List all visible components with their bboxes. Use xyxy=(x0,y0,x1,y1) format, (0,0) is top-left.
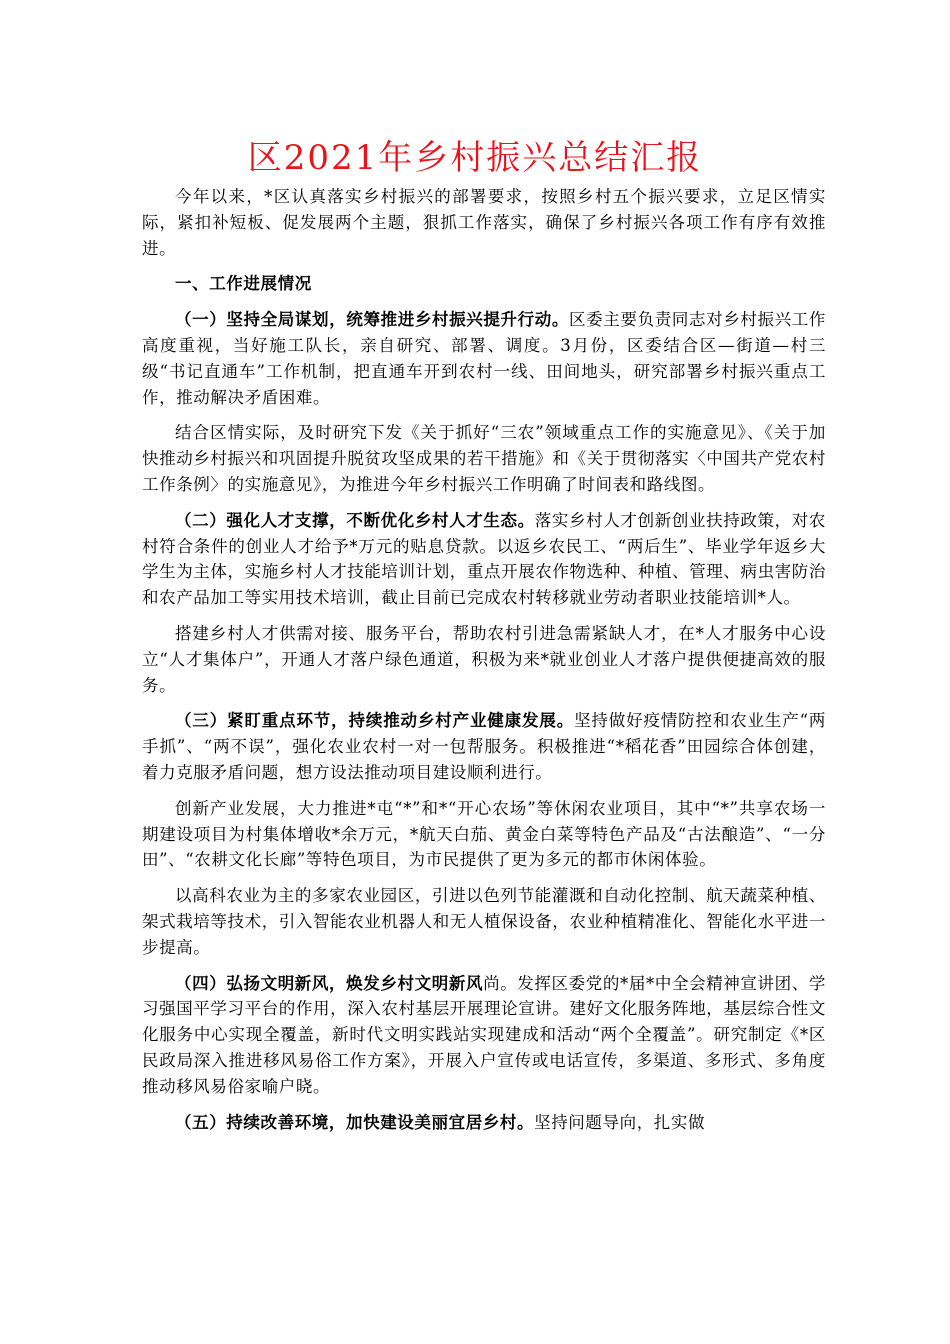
document-body xyxy=(142,184,826,1145)
paragraph-6 xyxy=(142,796,826,873)
paragraph-5 xyxy=(142,708,826,785)
paragraph-7 xyxy=(142,883,826,960)
paragraph-lead: （四）弘扬文明新风，焕发乡村文明新风 xyxy=(175,973,484,993)
paragraph-lead: （三）紧盯重点环节，持续推动乡村产业健康发展。 xyxy=(175,711,575,731)
paragraph-lead: （二）强化人才支撑，不断优化乡村人才生态。 xyxy=(175,510,535,530)
paragraph-text: 结合区情实际，及时研究下发《关于抓好“三农”领域重点工作的实施意见》、《关于加快推动乡村振兴和巩固提升脱贫攻坚成果的若干措施》和《关于贯彻落实〈中国共产党农村工作条例〉的实施意见》，为推进今年乡村振兴工作明确了时间表和路线图。 xyxy=(142,423,826,494)
paragraph-text: 以高科农业为主的多家农业园区，引进以色列节能灌溉和自动化控制、航天蔬菜种植、架式栽培等技术，引入智能农业机器人和无人植保设备，农业种植精准化、智能化水平进一步提高。 xyxy=(142,886,826,957)
paragraph-1 xyxy=(142,307,826,410)
intro-paragraph: 今年以来，*区认真落实乡村振兴的部署要求，按照乡村五个振兴要求，立足区情实际，紧扣补短板、促发展两个主题，狠抓工作落实，确保了乡村振兴各项工作有序有效推进。 xyxy=(142,187,826,258)
paragraph-text: 创新产业发展，大力推进*屯“*”和*“开心农场”等休闲农业项目，其中“*”共享农场一期建设项目为村集体增收*余万元，*航天白茄、黄金白菜等特色产品及“古法酿造”、“一分田”、“农耕文化长廊”等特色项目，为市民提供了更为多元的都市休闲体验。 xyxy=(142,798,826,870)
paragraph-9 xyxy=(142,1110,826,1136)
section-heading: 一、工作进展情况 xyxy=(175,274,312,294)
paragraph-text: 落实乡村人才创新创业扶持政策，对农村符合条件的创业人才给予*万元的贴息贷款。以返乡农民工、“两后生”、毕业学年返乡大学生为主体，实施乡村人才技能培训计划，重点开展农作物选种、种植、管理、病虫害防治和农产品加工等实用技术培训，截止目前已完成农村转移就业劳动者职业技能培训*人。 xyxy=(142,510,826,608)
paragraph-text: 尚。发挥区委党的*届*中全会精神宣讲团、学习强国平学习平台的作用，深入农村基层开展理论宣讲。建好文化服务阵地，基层综合性文化服务中心实现全覆盖，新时代文明实践站实现建成和活动“两个全覆盖”。研究制定《*区民政局深入推进移风易俗工作方案》，开展入户宣传或电话宣传，多渠道、多形式、多角度推动移风易俗家喻户晓。 xyxy=(142,973,826,1096)
paragraph-text: 坚持做好疫情防控和农业生产“两手抓”、“两不误”，强化农业农村一对一包帮服务。积极推进“*稻花香”田园综合体创建，着力克服矛盾问题，想方设法推动项目建设顺利进行。 xyxy=(142,711,826,782)
paragraph-lead: （一）坚持全局谋划，统筹推进乡村振兴提升行动。 xyxy=(175,310,570,330)
paragraph-text: 坚持问题导向，扎实做 xyxy=(534,1112,706,1132)
paragraph-8 xyxy=(142,971,826,1100)
paragraph-lead: （五）持续改善环境，加快建设美丽宜居乡村。 xyxy=(175,1112,535,1132)
paragraph-4 xyxy=(142,621,826,698)
paragraph-3 xyxy=(142,508,826,611)
document-title: 区2021年乡村振兴总结汇报 xyxy=(247,138,703,178)
paragraph-2 xyxy=(142,420,826,497)
paragraph-text: 区委主要负责同志对乡村振兴工作高度重视，当好施工队长，亲自研究、部署、调度。3月份，区委结合区—街道—村三级“书记直通车”工作机制，把直通车开到农村一线、田间地头，研究部署乡村振兴重点工作，推动解决矛盾困难。 xyxy=(142,310,826,407)
paragraph-text: 搭建乡村人才供需对接、服务平台，帮助农村引进急需紧缺人才，在*人才服务中心设立“人才集体户”，开通人才落户绿色通道，积极为来*就业创业人才落户提供便捷高效的服务。 xyxy=(142,623,826,695)
